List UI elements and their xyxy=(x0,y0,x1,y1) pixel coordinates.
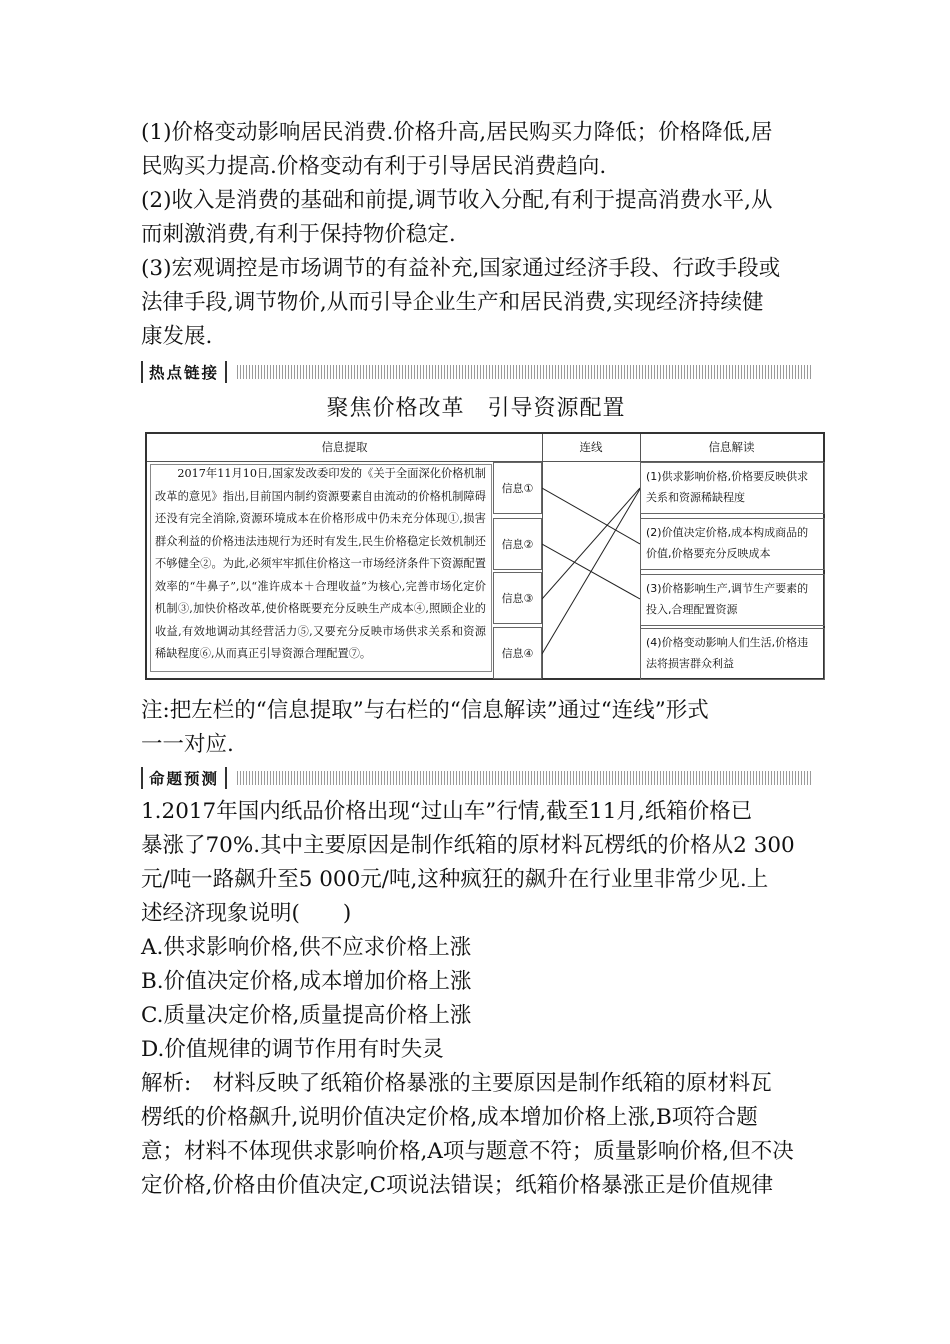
info-item-4: 信息④ xyxy=(493,627,542,679)
connect-line-4-to-3 xyxy=(542,489,640,654)
source-text: 2017年11月10日,国家发改委印发的《关于全面深化价格机制改革的意见》指出,目前国内制约资源要素自由流动的价格机制障碍还没有完全消除,资源环境成本在价格形成中仍未充分体现①,损害群众利益的价格违法违规行为还时有发生,民生价格稳定长效机制还不够健全②。为此,必须牢牢抓住价格这一市场经济条件下资源配置效率的“牛鼻子”,以“准许成本＋合理收益”为核心,完善市场化定价机制③,加快价格改革,使价格既要充分反映生产成本④,照顾企业的收益,有效地调动其经营活力⑤,又要充分反映市场供求关系和资源稀缺程度⑥,从而真正引导资源合理配置⑦。 xyxy=(155,467,486,660)
intro-line: 而刺激消费,有利于保持物价稳定. xyxy=(141,222,456,247)
connect-line-3-to-1 xyxy=(542,488,640,599)
matching-figure xyxy=(145,432,825,680)
section-header-prediction xyxy=(141,767,811,789)
question-paragraph xyxy=(141,795,811,1067)
intro-line: 民购买力提高.价格变动有利于引导居民消费趋向. xyxy=(141,154,607,179)
interpretation-item-1: (1)供求影响价格,价格要反映供求关系和资源稀缺程度 xyxy=(640,462,825,514)
intro-line: (3)宏观调控是市场调节的有益补充,国家通过经济手段、行政手段或 xyxy=(141,256,781,281)
header-info-extract: 信息提取 xyxy=(147,434,542,462)
question-line: 述经济现象说明( ) xyxy=(141,901,352,926)
question-line: 暴涨了70%.其中主要原因是制作纸箱的原材料瓦楞纸的价格从2 300 xyxy=(141,833,795,858)
note-paragraph xyxy=(141,694,811,762)
question-line: 元/吨一路飙升至5 000元/吨,这种疯狂的飙升在行业里非常少见.上 xyxy=(141,867,769,892)
analysis-line: 定价格,价格由价值决定,C项说法错误；纸箱价格暴涨正是价值规律 xyxy=(141,1173,774,1198)
analysis-paragraph xyxy=(141,1067,811,1203)
source-text-box xyxy=(147,461,492,678)
analysis-line: 意；材料不体现供求影响价格,A项与题意不符；质量影响价格,但不决 xyxy=(141,1139,794,1164)
connecting-lines xyxy=(542,461,640,678)
analysis-line: 解析: 材料反映了纸箱价格暴涨的主要原因是制作纸箱的原材料瓦 xyxy=(141,1071,772,1096)
info-item-3: 信息③ xyxy=(493,572,542,624)
intro-line: 康发展. xyxy=(141,324,213,349)
note-line: 一一对应. xyxy=(141,732,234,757)
section-label: 命题预测 xyxy=(141,767,227,789)
intro-line: 法律手段,调节物价,从而引导企业生产和居民消费,实现经济持续健 xyxy=(141,290,764,315)
intro-paragraph xyxy=(141,116,811,354)
section-hatch-divider xyxy=(237,771,811,785)
section-header-hot-link xyxy=(141,361,811,383)
question-line: 1.2017年国内纸品价格出现“过山车”行情,截至11月,纸箱价格已 xyxy=(141,799,753,824)
section-label: 热点链接 xyxy=(141,361,227,383)
section-hatch-divider xyxy=(237,365,811,379)
intro-line: (1)价格变动影响居民消费.价格升高,居民购买力降低；价格降低,居 xyxy=(141,120,773,145)
option-c: C.质量决定价格,质量提高价格上涨 xyxy=(141,1003,472,1028)
interpretation-item-4: (4)价格变动影响人们生活,价格违法将损害群众利益 xyxy=(640,628,825,680)
table-title: 聚焦价格改革 引导资源配置 xyxy=(326,396,626,421)
info-item-1: 信息① xyxy=(493,462,542,514)
note-line: 注:把左栏的“信息提取”与右栏的“信息解读”通过“连线”形式 xyxy=(141,698,709,723)
analysis-line: 楞纸的价格飙升,说明价值决定价格,成本增加价格上涨,B项符合题 xyxy=(141,1105,758,1130)
option-d: D.价值规律的调节作用有时失灵 xyxy=(141,1037,444,1062)
header-connect: 连线 xyxy=(542,434,640,462)
interpretation-item-2: (2)价值决定价格,成本构成商品的价值,价格要充分反映成本 xyxy=(640,518,825,570)
intro-line: (2)收入是消费的基础和前提,调节收入分配,有利于提高消费水平,从 xyxy=(141,188,773,213)
info-item-2: 信息② xyxy=(493,518,542,570)
header-info-interpret: 信息解读 xyxy=(640,434,823,462)
option-b: B.价值决定价格,成本增加价格上涨 xyxy=(141,969,472,994)
interpretation-item-3: (3)价格影响生产,调节生产要素的投入,合理配置资源 xyxy=(640,574,825,626)
option-a: A.供求影响价格,供不应求价格上涨 xyxy=(141,935,472,960)
connect-line-1-to-2 xyxy=(542,488,640,544)
